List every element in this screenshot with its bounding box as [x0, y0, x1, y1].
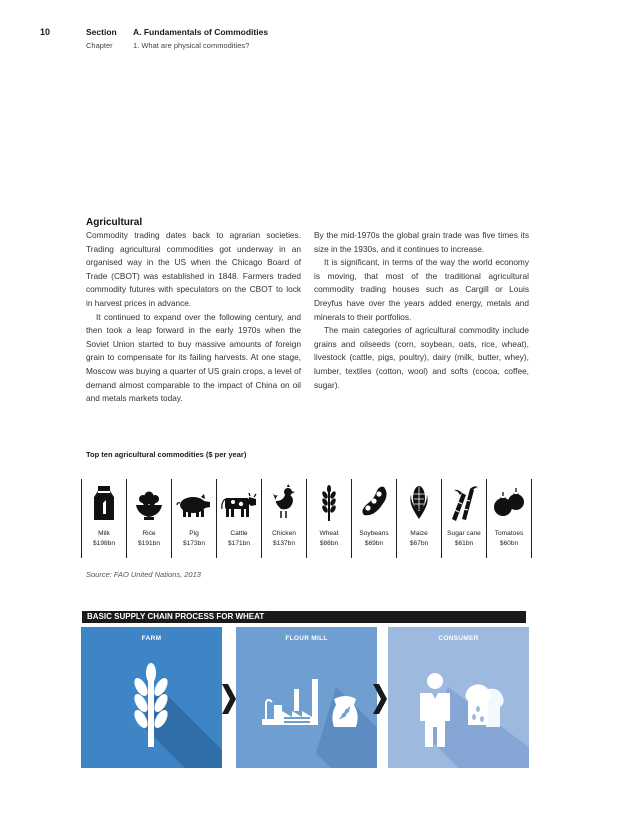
- sugar-cane-icon: [448, 483, 480, 523]
- commodities-strip: [81, 479, 532, 558]
- commodity-cell: [307, 479, 352, 558]
- chevron-right-icon: [222, 684, 236, 714]
- section-label: Section: [86, 27, 117, 37]
- commodity-value: $86bn: [319, 540, 339, 547]
- wheat-icon: [317, 483, 341, 523]
- article-left-column: [86, 216, 301, 406]
- supply-chain-rule: [82, 622, 526, 623]
- commodity-name: Milk: [98, 530, 110, 537]
- person-bread-icon: [388, 627, 529, 768]
- stage-farm-panel: [81, 627, 222, 768]
- commodity-cell: [217, 479, 262, 558]
- stage-label: FLOUR MILL: [285, 635, 328, 642]
- stage-consumer-panel: [388, 627, 529, 768]
- commodity-value: $198bn: [92, 540, 115, 547]
- factory-icon: [236, 627, 377, 768]
- stage-label: CONSUMER: [438, 635, 479, 642]
- maize-icon: [407, 483, 431, 523]
- commodity-name: Chicken: [272, 530, 296, 537]
- commodity-name: Maize: [410, 530, 428, 537]
- article-paragraph: Commodity trading dates back to agrarian societies. Trading agricultural commodities got underway in an organised way in the US when the Chicago Board of Trade (CBOT) was established in 1848. Farmers traded commodity futures with speculators on the CBOT to lock in harvest prices in advance.: [86, 230, 301, 308]
- source-note: Source: FAO United Nations, 2013: [86, 570, 201, 579]
- wheat-stalk-icon: [81, 627, 222, 768]
- stage-label: FARM: [141, 635, 162, 642]
- commodity-cell: [352, 479, 397, 558]
- article-paragraph: It continued to expand over the following century, and then took a leap forward in the early 1970s when the Soviet Union started to buy massive amounts of foreign grain to compensate for its failing harvests. At one stage, Moscow was buying a quarter of US grain crops, a level of demand almost comparable to the impact of China on oil and metals markets today.: [86, 311, 301, 404]
- soybean-icon: [358, 483, 390, 523]
- commodity-value: $67bn: [409, 540, 429, 547]
- supply-chain-title: BASIC SUPPLY CHAIN PROCESS FOR WHEAT: [82, 611, 526, 622]
- commodity-name: Soybeans: [359, 530, 389, 537]
- pig-icon: [175, 483, 213, 523]
- article-paragraph: The main categories of agricultural commodity include grains and oilseeds (corn, soybean, oats, rice, wheat), livestock (cattle, pigs, poultry), dairy (milk, butter, whey), lumber, textiles (cotton, wool) and softs (cocoa, coffee, sugar).: [314, 325, 529, 390]
- commodity-cell: [127, 479, 172, 558]
- page-number: 10: [40, 27, 51, 37]
- commodity-cell: [172, 479, 217, 558]
- commodity-value: $61bn: [454, 540, 474, 547]
- commodity-cell: [397, 479, 442, 558]
- commodity-cell: [262, 479, 307, 558]
- tomato-icon: [491, 483, 527, 523]
- chapter-title: 1. What are physical commodities?: [133, 41, 250, 50]
- commodity-value: $69bn: [364, 540, 384, 547]
- chapter-label: Chapter: [86, 41, 113, 50]
- commodity-value: $173bn: [182, 540, 205, 547]
- commodity-cell: [442, 479, 487, 558]
- commodity-cell: [82, 479, 127, 558]
- commodity-value: $137bn: [272, 540, 295, 547]
- commodity-name: Tomatoes: [494, 530, 524, 537]
- milk-carton-icon: [89, 483, 119, 523]
- article-paragraph: By the mid-1970s the global grain trade was five times its size in the 1930s, and it continues to increase.: [314, 230, 529, 254]
- commodity-value: $60bn: [499, 540, 519, 547]
- commodities-title: Top ten agricultural commodities ($ per year): [86, 450, 247, 459]
- commodity-value: $171bn: [227, 540, 250, 547]
- cow-icon: [219, 483, 259, 523]
- rice-bowl-icon: [133, 483, 165, 523]
- chicken-icon: [269, 483, 299, 523]
- commodity-cell: [487, 479, 532, 558]
- commodity-name: Pig: [189, 530, 199, 537]
- article-heading: Agricultural: [86, 217, 143, 228]
- chevron-right-icon: [373, 684, 387, 714]
- commodity-name: Rice: [142, 530, 156, 537]
- commodity-name: Sugar cane: [447, 530, 481, 537]
- article-paragraph: It is significant, in terms of the way the world economy is moving, that most of the traditional agricultural commodity trading houses such as Cargill or Louis Dreyfus have over the years added energy, metals and minerals to their portfolios.: [314, 257, 529, 322]
- section-title: A. Fundamentals of Commodities: [133, 27, 269, 37]
- commodity-name: Wheat: [319, 530, 339, 537]
- article-right-column: [314, 216, 529, 392]
- commodity-name: Cattle: [230, 530, 248, 537]
- stage-flour-mill-panel: [236, 627, 377, 768]
- commodity-value: $191bn: [137, 540, 160, 547]
